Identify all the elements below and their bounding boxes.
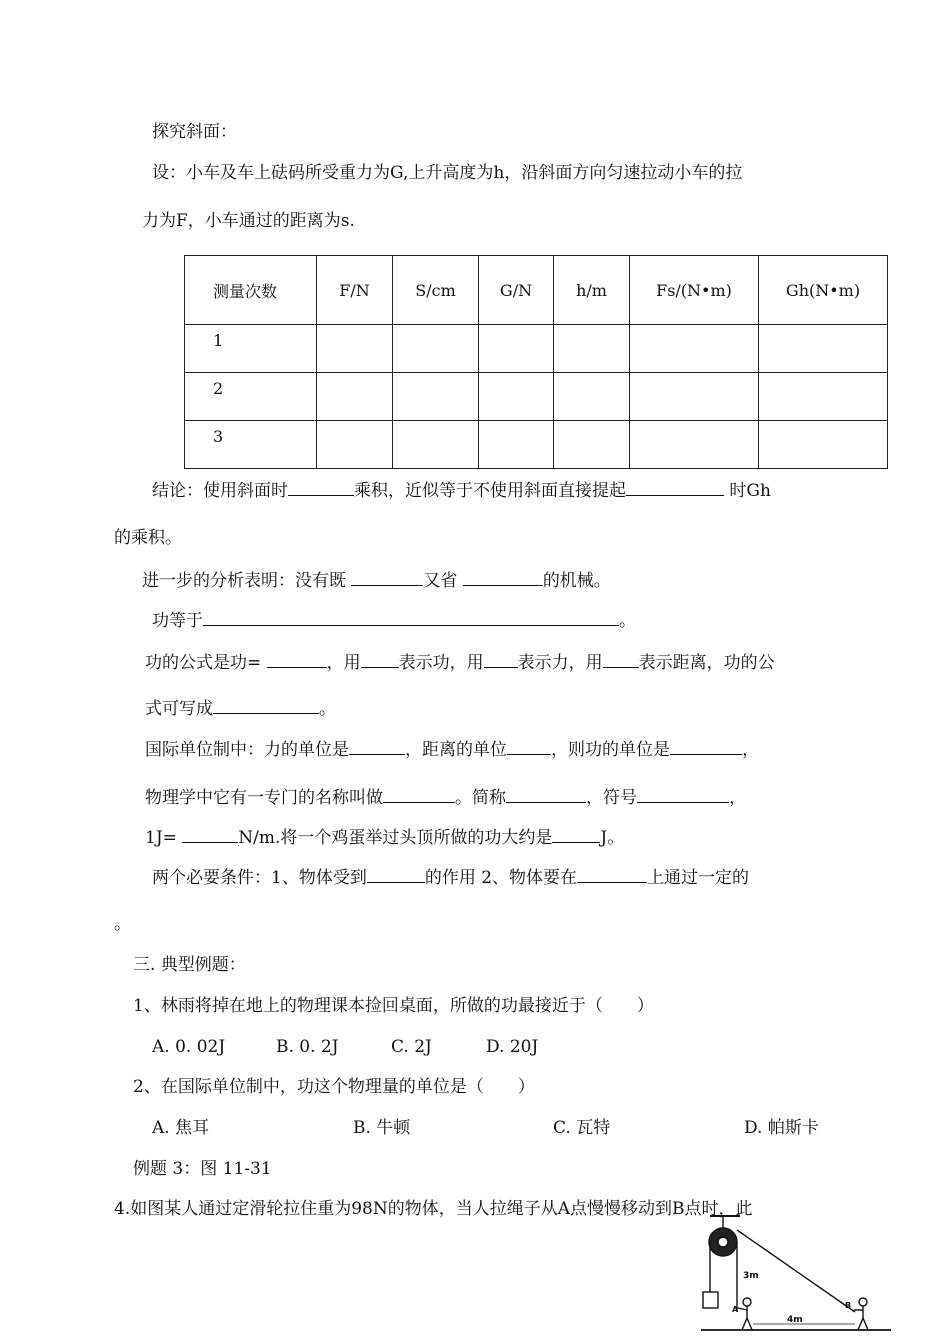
question-1-option-a[interactable]: A. 0. 02J [152, 1037, 226, 1057]
formula-line [145, 651, 775, 674]
point-b-label: B [845, 1301, 852, 1310]
table-row [185, 421, 888, 469]
table-cell: 1 [185, 325, 317, 373]
text: 。 [319, 699, 336, 719]
table-cell[interactable] [630, 373, 759, 421]
text: 功等于 [152, 611, 203, 631]
table-cell[interactable] [554, 325, 630, 373]
point-a-label: A [732, 1305, 739, 1314]
table-cell[interactable] [630, 421, 759, 469]
text: ，距离的单位 [405, 740, 507, 760]
text: 物理学中它有一专门的名称叫做 [145, 788, 383, 808]
text: 表示功，用 [398, 653, 484, 673]
question-2-option-a[interactable]: A. 焦耳 [152, 1118, 210, 1138]
pulley-figure [695, 1212, 895, 1340]
table-header-cell: Gh(N•m) [759, 256, 888, 325]
question-2-stem: 2、在国际单位制中，功这个物理量的单位是（ ） [133, 1077, 535, 1097]
text: 的作用 2、物体要在 [424, 868, 578, 888]
table-cell: 3 [185, 421, 317, 469]
fill-blank[interactable] [626, 479, 724, 496]
question-1-option-d[interactable]: D. 20J [486, 1037, 539, 1057]
fill-blank[interactable] [351, 569, 423, 586]
pulley-diagram [701, 1216, 891, 1330]
assumption-line-2: 力为F，小车通过的距离为s. [142, 211, 355, 231]
question-2-option-c[interactable]: C. 瓦特 [553, 1118, 611, 1138]
fill-blank[interactable] [506, 786, 586, 803]
table-header-cell: 测量次数 [185, 256, 317, 325]
work-definition-line [152, 609, 636, 632]
text: 功的公式是功= [145, 653, 267, 673]
distance-label: 4m [787, 1315, 803, 1325]
table-cell[interactable] [759, 373, 888, 421]
fill-blank[interactable] [552, 826, 600, 843]
text: J。 [600, 828, 625, 848]
table-header-row [185, 256, 888, 325]
fill-blank[interactable] [507, 738, 551, 755]
question-4-stem: 4.如图某人通过定滑轮拉住重为98N的物体，当人拉绳子从A点慢慢移动到B点时，此 [114, 1199, 753, 1219]
fill-blank[interactable] [577, 866, 647, 883]
table-cell[interactable] [554, 373, 630, 421]
section-title: 探究斜面： [152, 122, 237, 142]
table-cell[interactable] [479, 421, 554, 469]
question-2-option-b[interactable]: B. 牛顿 [353, 1118, 411, 1138]
conditions-line [152, 866, 749, 889]
table-cell[interactable] [630, 325, 759, 373]
fill-blank[interactable] [383, 786, 455, 803]
table-cell: 2 [185, 373, 317, 421]
table-header-cell: h/m [554, 256, 630, 325]
fill-blank[interactable] [213, 697, 319, 714]
table-header-cell: Fs/(N•m) [630, 256, 759, 325]
question-1-option-c[interactable]: C. 2J [391, 1037, 432, 1057]
text: 1J= [145, 828, 183, 848]
table-cell[interactable] [317, 373, 393, 421]
text: 的机械。 [542, 571, 611, 591]
text: 表示力，用 [517, 653, 603, 673]
fill-blank[interactable] [637, 786, 729, 803]
table-cell[interactable] [479, 325, 554, 373]
table-row [185, 325, 888, 373]
conclusion-line [152, 479, 771, 502]
question-2-option-d[interactable]: D. 帕斯卡 [744, 1118, 819, 1138]
assumption-line-1: 设：小车及车上砝码所受重力为G,上升高度为h，沿斜面方向匀速拉动小车的拉 [152, 163, 743, 183]
text: 乘积，近似等于不使用斜面直接提起 [354, 481, 626, 501]
example-3-label: 例题 3：图 11-31 [133, 1159, 272, 1179]
height-label: 3m [743, 1271, 759, 1281]
table-cell[interactable] [393, 421, 479, 469]
fill-blank[interactable] [367, 866, 425, 883]
conditions-line-2: 。 [114, 914, 131, 934]
table-header-cell: G/N [479, 256, 554, 325]
table-row [185, 373, 888, 421]
text: 又省 [423, 571, 463, 591]
text: ， [742, 740, 759, 760]
table-cell[interactable] [554, 421, 630, 469]
fill-blank[interactable] [203, 609, 619, 626]
fill-blank[interactable] [484, 651, 518, 668]
table-cell[interactable] [759, 325, 888, 373]
table-header-cell: S/cm [393, 256, 479, 325]
fill-blank[interactable] [267, 651, 327, 668]
measurement-table [184, 255, 888, 469]
text: 结论：使用斜面时 [152, 481, 288, 501]
fill-blank[interactable] [361, 651, 399, 668]
joule-line [145, 826, 624, 849]
text: 式可写成 [145, 699, 213, 719]
question-1-option-b[interactable]: B. 0. 2J [276, 1037, 339, 1057]
text: ，用 [326, 653, 361, 673]
table-cell[interactable] [393, 325, 479, 373]
fill-blank[interactable] [463, 569, 543, 586]
text: ，则功的单位是 [551, 740, 670, 760]
question-1-stem: 1、林雨将掉在地上的物理课本捡回桌面，所做的功最接近于（ ） [133, 996, 654, 1016]
text: 上通过一定的 [647, 868, 750, 888]
fill-blank[interactable] [670, 738, 742, 755]
table-cell[interactable] [317, 421, 393, 469]
table-cell[interactable] [479, 373, 554, 421]
table-cell[interactable] [393, 373, 479, 421]
text: 时Gh [724, 481, 771, 501]
text: ，符号 [586, 788, 637, 808]
table-cell[interactable] [317, 325, 393, 373]
table-cell[interactable] [759, 421, 888, 469]
fill-blank[interactable] [288, 479, 354, 496]
examples-heading: 三. 典型例题： [133, 955, 246, 975]
fill-blank[interactable] [182, 826, 238, 843]
text: 进一步的分析表明：没有既 [142, 571, 352, 591]
text: 。 [619, 611, 636, 631]
si-units-line [145, 738, 759, 761]
text: ， [729, 788, 746, 808]
text: 表示距离，功的公 [638, 653, 775, 673]
si-units-line-2 [145, 786, 746, 809]
text: N/m.将一个鸡蛋举过头顶所做的功大约是 [238, 828, 553, 848]
text: 国际单位制中：力的单位是 [145, 740, 349, 760]
text: 两个必要条件：1、物体受到 [152, 868, 367, 888]
conclusion-line-2: 的乘积。 [114, 528, 182, 548]
analysis-line [142, 569, 611, 592]
formula-line-2 [145, 697, 336, 720]
fill-blank[interactable] [603, 651, 639, 668]
fill-blank[interactable] [349, 738, 405, 755]
table-header-cell: F/N [317, 256, 393, 325]
text: 。简称 [455, 788, 506, 808]
